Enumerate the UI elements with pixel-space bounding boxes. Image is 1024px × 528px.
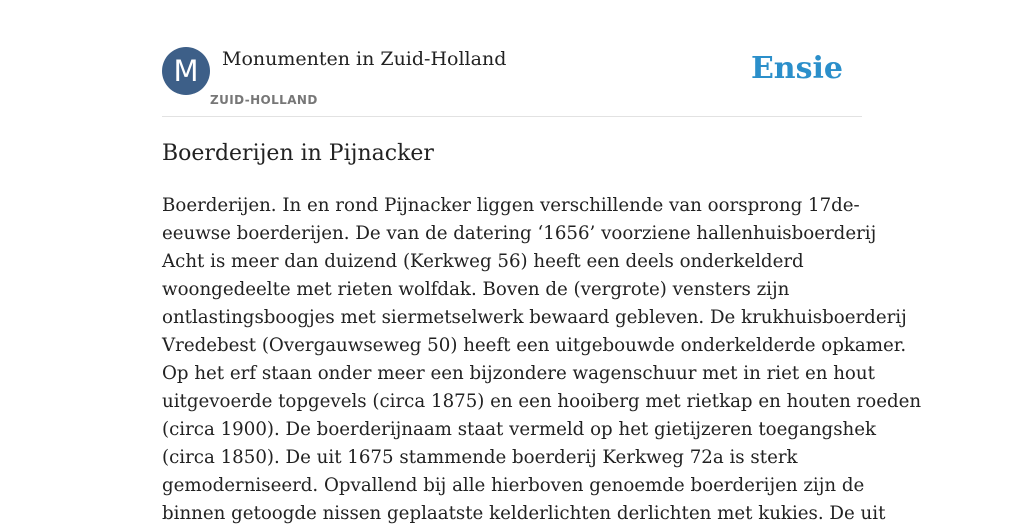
body-line: binnen getoogde nissen geplaatste kelderlichten derlichten met kukies. De uit bbox=[162, 503, 886, 524]
body-line: Vredebest (Overgauwseweg 50) heeft een uitgebouwde onderkelderde opkamer. bbox=[162, 335, 907, 356]
body-line: Acht is meer dan duizend (Kerkweg 56) heeft een deels onderkelderd bbox=[162, 251, 804, 272]
body-line: (circa 1850). De uit 1675 stammende boerderij Kerkweg 72a is sterk bbox=[162, 447, 798, 468]
body-line: uitgevoerde topgevels (circa 1875) en een hooiberg met rietkap en houten roeden bbox=[162, 391, 922, 412]
body-line: (circa 1900). De boerderijnaam staat vermeld op het gietijzeren toegangshek bbox=[162, 419, 877, 440]
article-body bbox=[162, 192, 922, 528]
category-link[interactable]: ZUID-HOLLAND bbox=[210, 93, 318, 107]
avatar[interactable]: M bbox=[162, 47, 210, 95]
brand-logo[interactable]: Ensie bbox=[750, 51, 843, 86]
body-line: ontlastingsboogjes met siermetselwerk bewaard gebleven. De krukhuisboerderij bbox=[162, 307, 907, 328]
body-line: eeuwse boerderijen. De van de datering ‘1656’ voorziene hallenhuisboerderij bbox=[162, 223, 877, 244]
body-line: Op het erf staan onder meer een bijzondere wagenschuur met in riet en hout bbox=[162, 363, 875, 384]
body-line: woongedeelte met rieten wolfdak. Boven de (vergrote) vensters zijn bbox=[162, 279, 790, 300]
site-title-link[interactable]: Monumenten in Zuid-Holland bbox=[222, 48, 507, 70]
body-line: Boerderijen. In en rond Pijnacker liggen verschillende van oorsprong 17de- bbox=[162, 195, 860, 216]
article-title: Boerderijen in Pijnacker bbox=[162, 141, 434, 166]
site-header bbox=[162, 47, 862, 117]
body-line: gemoderniseerd. Opvallend bij alle hierboven genoemde boerderijen zijn de bbox=[162, 475, 865, 496]
